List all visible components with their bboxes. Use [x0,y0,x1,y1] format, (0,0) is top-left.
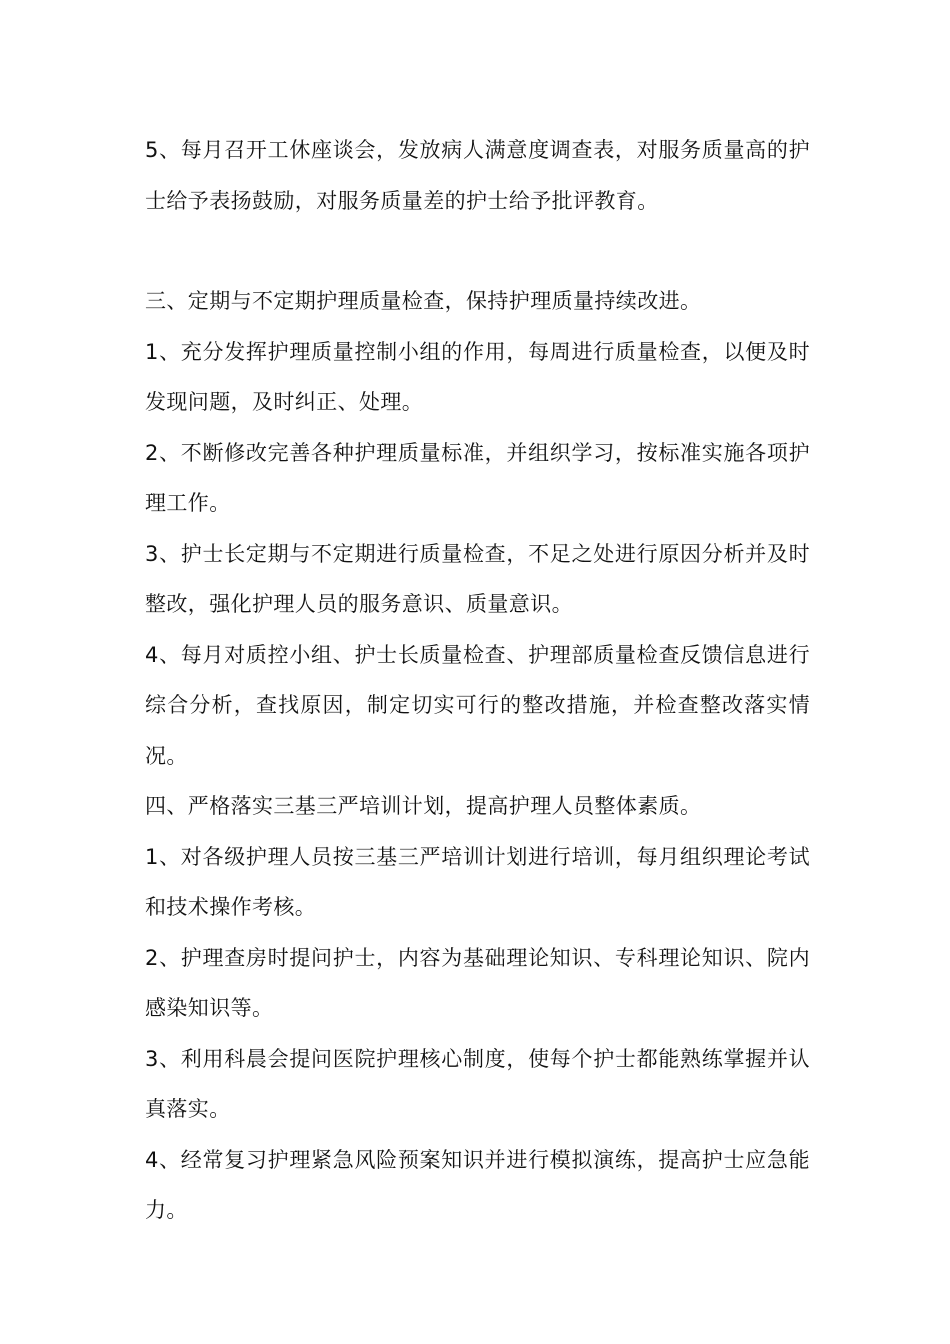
paragraph-item-3-1: 1、充分发挥护理质量控制小组的作用，每周进行质量检查，以便及时发现问题，及时纠正、处理。 [145,339,810,414]
paragraph-item-3-4: 4、每月对质控小组、护士长质量检查、护理部质量检查反馈信息进行综合分析，查找原因，制定切实可行的整改措施，并检查整改落实情况。 [145,642,810,768]
section-heading-3: 三、定期与不定期护理质量检查，保持护理质量持续改进。 [145,289,702,313]
paragraph-gap [145,226,810,276]
paragraph-item-4-4: 4、经常复习护理紧急风险预案知识并进行模拟演练，提高护士应急能力。 [145,1147,810,1222]
section-heading-4: 四、严格落实三基三严培训计划，提高护理人员整体素质。 [145,794,702,818]
paragraph-item-4-2: 2、护理查房时提问护士，内容为基础理论知识、专科理论知识、院内感染知识等。 [145,945,810,1020]
paragraph-item-5: 5、每月召开工休座谈会，发放病人满意度调查表，对服务质量高的护士给予表扬鼓励，对服务质量差的护士给予批评教育。 [145,138,810,213]
document-body [145,125,810,1236]
paragraph-item-4-1: 1、对各级护理人员按三基三严培训计划进行培训，每月组织理论考试和技术操作考核。 [145,844,810,919]
paragraph-item-3-3: 3、护士长定期与不定期进行质量检查，不足之处进行原因分析并及时整改，强化护理人员的服务意识、质量意识。 [145,541,810,616]
paragraph-item-3-2: 2、不断修改完善各种护理质量标准，并组织学习，按标准实施各项护理工作。 [145,440,810,515]
paragraph-item-4-3: 3、利用科晨会提问医院护理核心制度，使每个护士都能熟练掌握并认真落实。 [145,1046,810,1121]
